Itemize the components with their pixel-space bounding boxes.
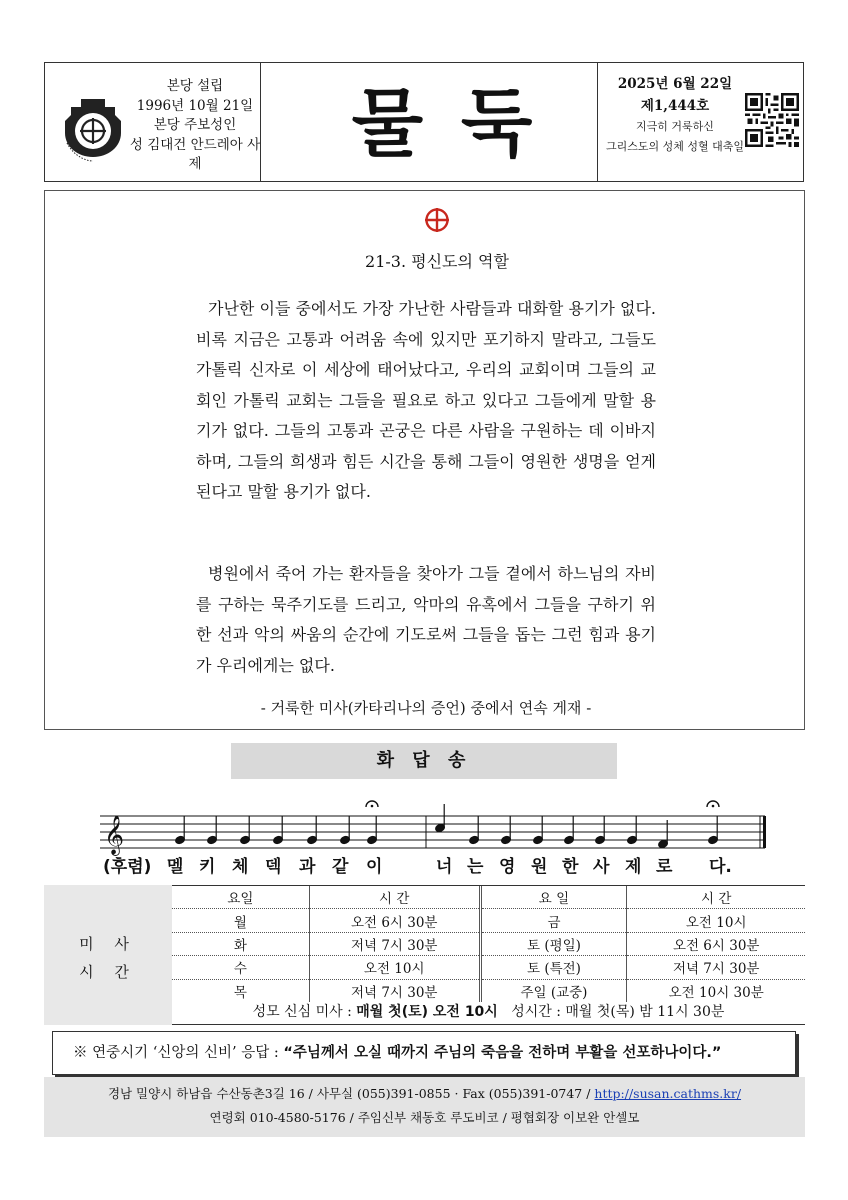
table-cell: 저녁 7시 30분 (627, 956, 805, 979)
hymn-lyrics (103, 852, 783, 882)
lyric-syllable: 덱 (265, 857, 282, 877)
lyric-syllable: 이 (366, 857, 383, 877)
article-paragraph: 가난한 이들 중에서도 가장 가난한 사람들과 대화할 용기가 없다. 비록 지금은 고통과 어려움 속에 있지만 포기하지 말라고, 그들도 가톨릭 신자로 이 세상에 태어났다고, 우리의 교회이며 그들의 교회인 가톨릭 교회는 그들을 필요로 하고 있다고 그들에게 말할 용기가 없다. 그들의 고통과 곤궁은 다른 사람을 구원하는 데 이바지하며, 그들의 희생과 힘든 시간을 통해 그들이 영원한 생명을 얻게 된다고 말할 용기가 없다. (196, 299, 656, 501)
table-cell: 금 (480, 909, 627, 932)
mass-times-table (172, 886, 805, 1002)
table-cell: 오전 6시 30분 (627, 932, 805, 955)
lyric-syllable: 제 (625, 857, 642, 877)
founding-info (125, 77, 265, 175)
lyric-syllable: 체 (232, 857, 249, 877)
lyric-syllable: 다. (709, 857, 732, 877)
table-row (172, 932, 805, 955)
table-header-row (172, 886, 805, 909)
special-mass-note (172, 1001, 805, 1023)
lyric-syllable: 로 (656, 857, 673, 877)
column-header: 시 간 (627, 886, 805, 909)
masthead-header (44, 62, 804, 182)
table-cell: 오전 6시 30분 (309, 909, 480, 932)
qr-code-icon[interactable] (745, 93, 799, 147)
article-paragraph: 병원에서 죽어 가는 환자들을 찾아가 그들 곁에서 하느님의 자비를 구하는 묵주기도를 드리고, 악마의 유혹에서 그들을 구하기 위한 선과 악의 싸움의 순간에 기도로써 그들을 돕는 그런 힘과 용기가 우리에게는 없다. (196, 564, 656, 675)
response-text: “주님께서 오실 때까지 주님의 죽음을 전하며 부활을 선포하나이다.” (283, 1045, 722, 1061)
website-link[interactable]: http://susan.cathms.kr/ (594, 1086, 742, 1101)
founding-line: 본당 설립 (166, 78, 224, 94)
table-cell: 수 (172, 956, 309, 979)
note-prefix: 성모 신심 미사 : (252, 1004, 357, 1020)
issue-date: 2025년 6월 22일 (617, 76, 733, 92)
table-cell: 저녁 7시 30분 (309, 979, 480, 1002)
table-cell: 토 (특전) (480, 956, 627, 979)
lyric-syllable: 너 (436, 857, 453, 877)
lyric-syllable: 원 (531, 857, 548, 877)
table-cell: 오전 10시 (309, 956, 480, 979)
footer-address: 경남 밀양시 하남읍 수산동촌3길 16 / 사무실 (055)391-0855 · Fax (055)391-0747 / (107, 1086, 595, 1101)
table-cell: 저녁 7시 30분 (309, 932, 480, 955)
feast-line: 지극히 거룩하신 (636, 120, 714, 133)
table-cell: 주일 (교중) (480, 979, 627, 1002)
table-row (172, 956, 805, 979)
column-header: 요일 (172, 886, 309, 909)
issue-number: 제1,444호 (640, 98, 710, 114)
cross-emblem-icon (424, 207, 450, 233)
mass-label-line: 시 간 (79, 963, 137, 981)
patron-line: 본당 주보성인 (153, 117, 237, 133)
masthead-title-text: 물 둑 (351, 81, 539, 167)
table-row (172, 979, 805, 1002)
note-bold: 매월 첫(토) 오전 10시 (356, 1004, 498, 1020)
column-header: 요 일 (480, 886, 627, 909)
mystery-of-faith-box (52, 1031, 796, 1075)
lyric-syllable: 멜 (167, 857, 184, 877)
issue-info (601, 73, 749, 157)
table-cell: 목 (172, 979, 309, 1002)
treble-clef-icon: 𝄞 (104, 815, 125, 855)
article-source: - 거룩한 미사(카타리나의 증언) 중에서 연속 게재 - (260, 699, 592, 717)
mass-schedule-label (44, 930, 172, 986)
note-suffix: 성시간 : 매월 첫(목) 밤 11시 30분 (511, 1004, 725, 1020)
table-cell: 오전 10시 (627, 909, 805, 932)
table-cell: 월 (172, 909, 309, 932)
parish-logo-icon (53, 85, 133, 165)
lyric-syllable: 한 (562, 857, 579, 877)
footer-address-line (44, 1083, 805, 1105)
lyric-syllable: 키 (199, 857, 216, 877)
mass-label-line: 미 사 (79, 935, 137, 953)
lyric-syllable: 영 (499, 857, 516, 877)
masthead-title (335, 63, 555, 181)
lyric-syllable: 과 (299, 857, 316, 877)
table-cell: 화 (172, 932, 309, 955)
header-divider (597, 63, 598, 181)
article-title: 21-3. 평신도의 역할 (365, 252, 509, 271)
column-header: 시 간 (309, 886, 480, 909)
table-cell: 토 (평일) (480, 932, 627, 955)
lyric-syllable: 같 (332, 857, 349, 877)
responsorial-psalm-title: 화 답 송 (231, 743, 617, 779)
lyric-syllable: 는 (467, 857, 484, 877)
table-row (172, 909, 805, 932)
response-prefix: ※ 연중시기 ‘신앙의 신비’ 응답 : (73, 1045, 284, 1061)
lyric-syllable: 사 (593, 857, 610, 877)
table-cell: 오전 10시 30분 (668, 984, 764, 1001)
lyric-prefix: (후렴) (103, 857, 152, 877)
feast-name: 그리스도의 성체 성혈 대축일 (605, 140, 744, 153)
patron-name: 성 김대건 안드레아 사제 (129, 136, 261, 172)
founding-date: 1996년 10월 21일 (136, 97, 254, 114)
footer-contacts: 연령회 010-4580-5176 / 주임신부 채동호 루도비코 / 평협회장 이보완 안셀모 (209, 1110, 640, 1125)
